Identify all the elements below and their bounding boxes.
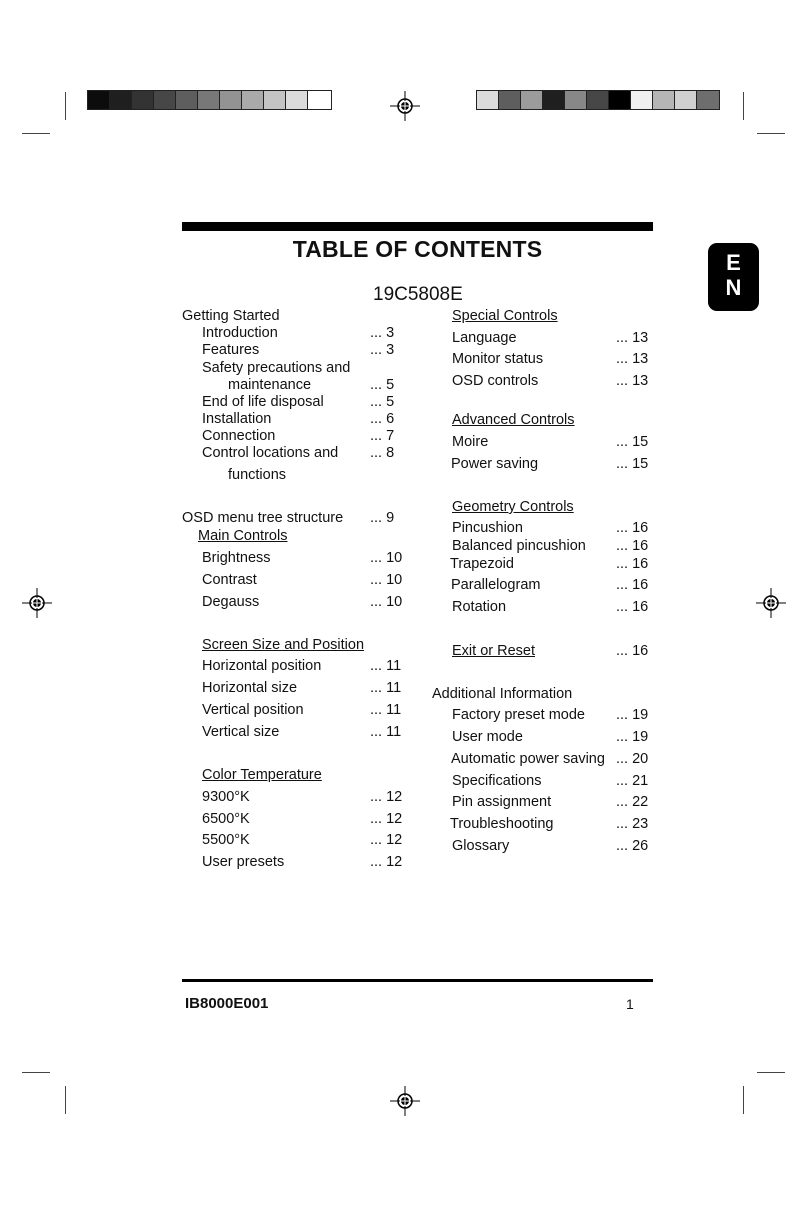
toc-page: ... 15 [616,434,649,450]
gray-swatch [242,91,264,109]
toc-entry: 6500°K [202,811,250,827]
gray-swatch [198,91,220,109]
toc-entry: functions [228,467,287,483]
toc-page: ... 12 [370,789,403,805]
toc-page: ... 13 [616,351,649,367]
toc-page: ... 10 [370,572,403,588]
toc-page: ... 5 [370,394,395,410]
toc-page: ... 16 [616,556,649,572]
gray-swatch [110,91,132,109]
toc-entry: Features [202,342,260,358]
section-heading-main-controls: Main Controls [198,528,288,544]
page-number: 1 [626,996,634,1012]
toc-page: ... 11 [370,658,402,674]
language-tab [708,243,759,311]
toc-entry: Vertical size [202,724,280,740]
gray-swatch [176,91,198,109]
toc-page: ... 11 [370,680,402,696]
crop-mark-bottom-left [65,1086,66,1114]
gray-swatch [154,91,176,109]
toc-entry: Contrast [202,572,257,588]
toc-entry: Installation [202,411,272,427]
toc-entry: Control locations and [202,445,339,461]
toc-page: ... 6 [370,411,395,427]
toc-entry-osd-menu: OSD menu tree structure [182,510,344,526]
toc-entry: 5500°K [202,832,250,848]
toc-entry: Trapezoid [450,556,514,572]
toc-entry: Pincushion [452,520,523,536]
gray-swatch [308,91,330,109]
toc-page: ... 16 [616,538,649,554]
toc-entry: Power saving [451,456,539,472]
toc-entry: Connection [202,428,276,444]
toc-page: ... 12 [370,854,403,870]
model-number: 19C5808E [373,284,463,305]
toc-page: ... 26 [616,838,649,854]
section-heading-screen-size: Screen Size and Position [202,637,365,653]
toc-entry: Horizontal size [202,680,298,696]
language-tab-letter-1: E [726,250,741,275]
crop-mark-top-left [65,92,66,120]
toc-entry: End of life disposal [202,394,324,410]
grayscale-strip-right [476,90,720,110]
toc-entry: Safety precautions and [202,360,351,376]
registration-mark-bottom-icon [390,1086,420,1116]
toc-page: ... 15 [616,456,649,472]
toc-entry: Specifications [452,773,542,789]
gray-swatch [587,91,609,109]
section-heading-special-controls: Special Controls [452,308,558,324]
gray-swatch [565,91,587,109]
top-rule [182,222,653,231]
registration-mark-top-icon [390,91,420,121]
toc-page: ... 16 [616,599,649,615]
crop-mark-bottom-right-h [757,1072,785,1073]
toc-page: ... 10 [370,594,403,610]
grayscale-strip-left [87,90,332,110]
section-heading-geometry-controls: Geometry Controls [452,499,574,515]
toc-page: ... 10 [370,550,403,566]
toc-entry: Degauss [202,594,260,610]
toc-entry: Parallelogram [451,577,541,593]
toc-page: ... 13 [616,330,649,346]
document-number: IB8000E001 [185,995,269,1012]
toc-entry: Brightness [202,550,271,566]
section-heading-getting-started: Getting Started [182,308,280,324]
toc-page: ... 9 [370,510,395,526]
toc-page: ... 16 [616,577,649,593]
toc-entry: maintenance [228,377,312,393]
toc-page: ... 3 [370,342,395,358]
section-heading-color-temperature: Color Temperature [202,767,322,783]
crop-mark-top-right [743,92,744,120]
toc-entry: User mode [452,729,523,745]
language-tab-letter-2: N [725,275,742,300]
gray-swatch [697,91,719,109]
section-heading-exit-reset: Exit or Reset [452,643,535,659]
toc-page: ... 12 [370,811,403,827]
section-heading-additional-information: Additional Information [432,686,573,702]
toc-entry: Glossary [452,838,510,854]
toc-page: ... 13 [616,373,649,389]
crop-mark-bottom-right [743,1086,744,1114]
crop-mark-bottom-left-h [22,1072,50,1073]
crop-mark-top-left-h [22,133,50,134]
gray-swatch [132,91,154,109]
toc-entry: Troubleshooting [450,816,554,832]
toc-entry: Horizontal position [202,658,322,674]
toc-page: ... 23 [616,816,649,832]
toc-entry: Vertical position [202,702,304,718]
gray-swatch [675,91,697,109]
toc-entry: Pin assignment [452,794,552,810]
toc-entry: Factory preset mode [452,707,585,723]
toc-entry: User presets [202,854,285,870]
toc-entry: Moire [452,434,489,450]
toc-page: ... 12 [370,832,403,848]
gray-swatch [220,91,242,109]
toc-page: ... 11 [370,724,402,740]
toc-page: ... 16 [616,643,649,659]
gray-swatch [521,91,543,109]
toc-entry: Monitor status [452,351,544,367]
gray-swatch [609,91,631,109]
gray-swatch [631,91,653,109]
toc-entry: Rotation [452,599,507,615]
toc-page: ... 19 [616,707,649,723]
gray-swatch [477,91,499,109]
gray-swatch [286,91,308,109]
toc-entry: Language [452,330,517,346]
toc-entry: OSD controls [452,373,539,389]
gray-swatch [653,91,675,109]
gray-swatch [264,91,286,109]
toc-page: ... 8 [370,445,395,461]
toc-page: ... 3 [370,325,395,341]
crop-mark-top-right-h [757,133,785,134]
toc-entry: Introduction [202,325,278,341]
toc-page: ... 19 [616,729,649,745]
registration-mark-left-icon [22,588,52,618]
gray-swatch [543,91,565,109]
toc-page: ... 20 [616,751,649,767]
registration-mark-right-icon [756,588,786,618]
toc-entry: Automatic power saving [451,751,605,767]
toc-page: ... 5 [370,377,395,393]
toc-page: ... 21 [616,773,649,789]
toc-page: ... 22 [616,794,649,810]
gray-swatch [88,91,110,109]
toc-page: ... 16 [616,520,649,536]
toc-page: ... 11 [370,702,402,718]
bottom-rule [182,979,653,982]
toc-entry: Balanced pincushion [452,538,586,554]
toc-entry: 9300°K [202,789,250,805]
gray-swatch [499,91,521,109]
toc-page: ... 7 [370,428,395,444]
section-heading-advanced-controls: Advanced Controls [452,412,575,428]
page-title: TABLE OF CONTENTS [292,236,543,262]
